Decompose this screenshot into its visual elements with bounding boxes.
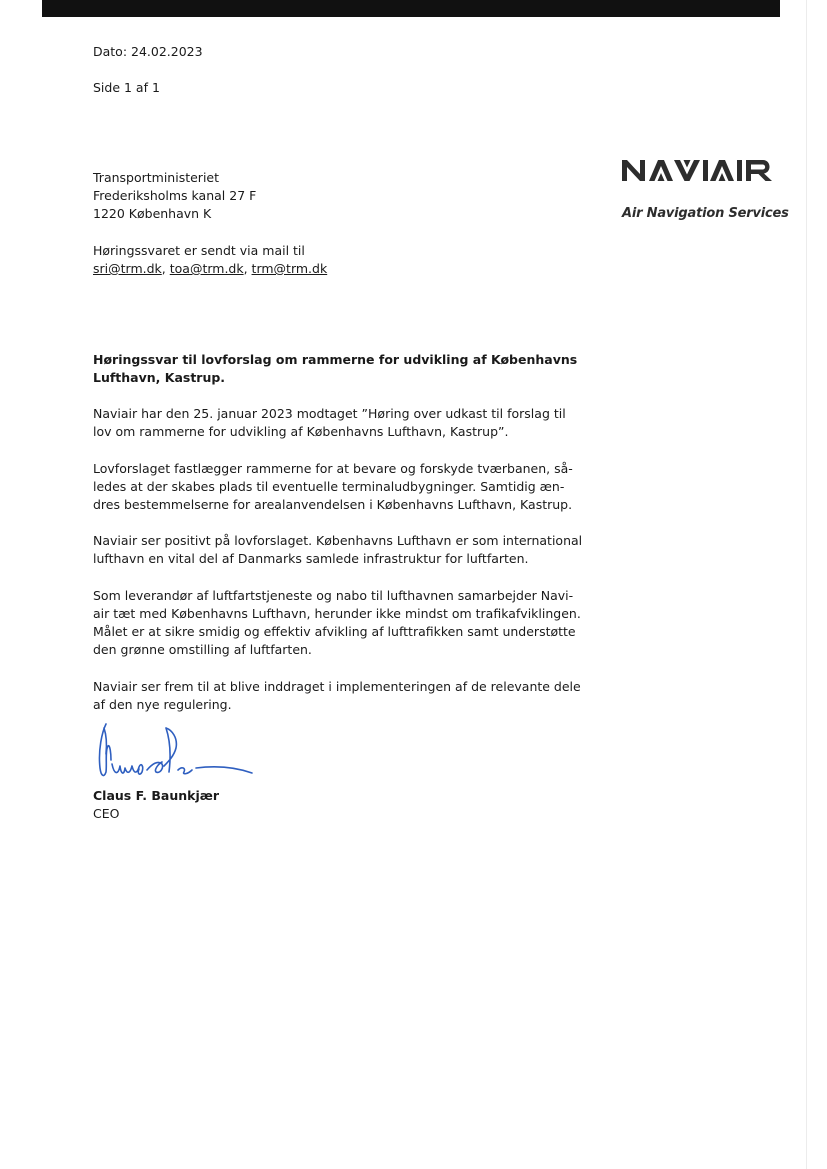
email-list [93,260,327,278]
paragraph-line: Naviair ser positivt på lovforslaget. Københavns Lufthavn er som international [93,533,583,548]
paragraph-line: lufthavn en vital del af Danmarks samlede infrastruktur for luftfarten. [93,551,529,566]
paragraph-line: ledes at der skabes plads til eventuelle terminaludbygninger. Samtidig æn- [93,479,565,494]
paragraph-line: lov om rammerne for udvikling af Københavns Lufthavn, Kastrup”. [93,424,509,439]
paragraph [93,460,593,514]
recipient-line: 1220 København K [93,206,212,221]
paragraph [93,405,593,441]
sent-via-block [93,242,327,278]
naviair-wordmark [622,155,782,185]
paragraph-line: Som leverandør af luftfartstjeneste og nabo til lufthavnen samarbejder Navi- [93,588,574,603]
recipient-line: Transportministeriet [93,170,220,185]
paragraph-line: Målet er at sikre smidig og effektiv afvikling af lufttrafikken samt understøtte [93,624,576,639]
top-black-bar [42,0,780,17]
page-number: Side 1 af 1 [93,80,160,95]
email-separator: , [243,261,252,276]
paragraph-line: Naviair ser frem til at blive inddraget i implementeringen af de relevante dele [93,679,581,694]
sent-via-text: Høringssvaret er sendt via mail til [93,243,305,258]
paragraph-line: af den nye regulering. [93,697,232,712]
naviair-logo [622,155,782,185]
document-date: Dato: 24.02.2023 [93,44,203,59]
signature-scribble [92,720,262,785]
recipient-line: Frederiksholms kanal 27 F [93,188,257,203]
signer-name: Claus F. Baunkjær [93,788,220,803]
paragraph [93,532,593,568]
paragraph-line: dres bestemmelserne for arealanvendelsen i Københavns Lufthavn, Kastrup. [93,497,573,512]
signer-title: CEO [93,806,120,821]
paragraph-line: air tæt med Københavns Lufthavn, herunder ikke mindst om trafikafviklingen. [93,606,581,621]
paragraph [93,587,593,659]
paragraph [93,678,593,714]
handwritten-signature [92,720,262,788]
paragraph-line: Naviair har den 25. januar 2023 modtaget ”Høring over udkast til forslag til [93,406,566,421]
email-link[interactable]: trm@trm.dk [251,261,328,276]
subject-line: Lufthavn, Kastrup. [93,370,226,385]
logo-tagline: Air Navigation Services [622,206,789,221]
subject-line: Høringssvar til lovforslag om rammerne for udvikling af Københavns [93,352,578,367]
paragraph-line: den grønne omstilling af luftfarten. [93,642,312,657]
email-link[interactable]: sri@trm.dk [93,261,162,276]
scan-edge-line [806,0,807,1169]
recipient-address [93,169,256,223]
paragraph-line: Lovforslaget fastlægger rammerne for at bevare og forskyde tværbanen, så- [93,461,573,476]
email-link[interactable]: toa@trm.dk [169,261,244,276]
email-separator: , [161,261,170,276]
subject-heading [93,351,577,387]
